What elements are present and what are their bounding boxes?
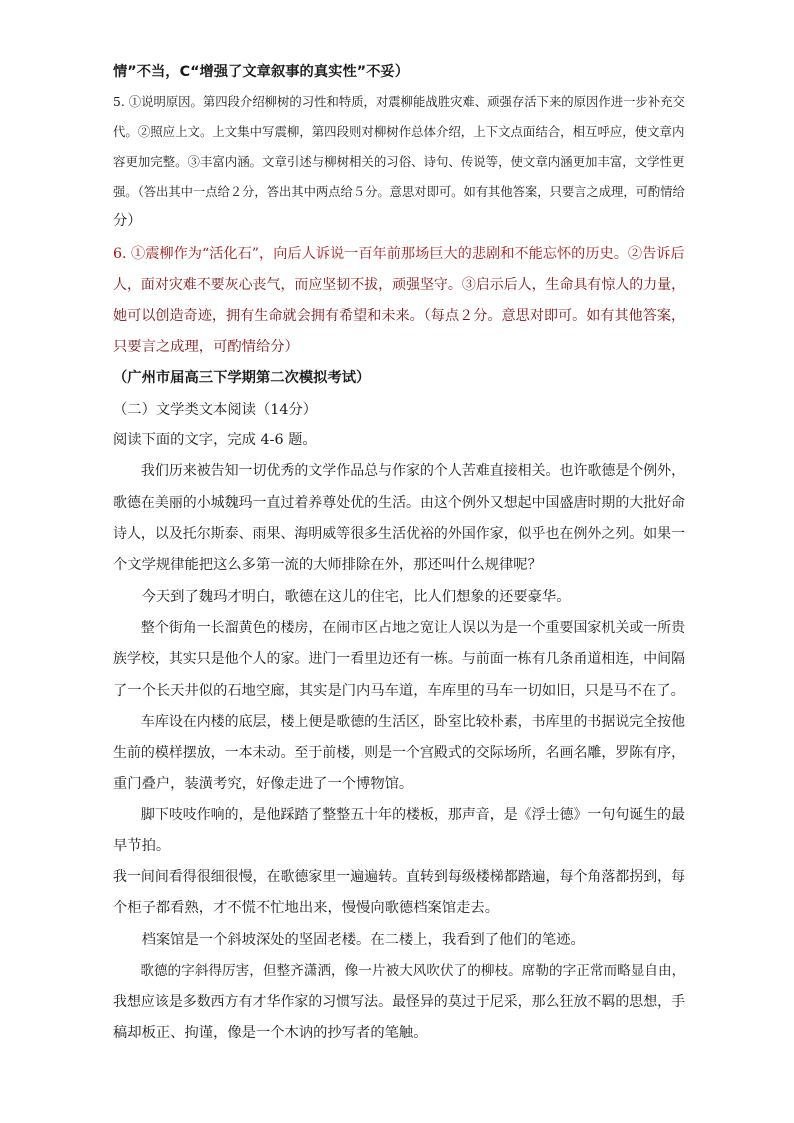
passage-line-15: 个柜子都看熟，才不慌不忙地出来，慢慢向歌德档案馆走去。 xyxy=(113,900,500,916)
passage-line-12: 脚下吱吱作响的，是他踩踏了整整五十年的楼板，那声音，是《浮士德》一句句诞生的最 xyxy=(113,807,686,823)
q5-answer-line-5: 分） xyxy=(113,213,142,229)
passage-line-14: 我一间间看得很细很慢，在歌德家里一遍遍转。直转到每级楼梯都踏遍，每个角落都拐到，每 xyxy=(113,869,686,885)
passage-line-11: 重门叠户，装潢考究，好像走进了一个博物馆。 xyxy=(113,776,414,792)
q5-answer-line-1: 5. ①说明原因。第四段介绍柳树的习性和特质，对震柳能战胜灾难、顽强存活下来的原因作进一步补充交 xyxy=(113,95,685,109)
q5-answer-line-4: 强。（答出其中一点给２分，答出其中两点给５分。意思对即可。如有其他答案，只要言之成理，可酌情给 xyxy=(113,185,685,199)
q5-answer-line-3: 容更加完整。③丰富内涵。文章引述与柳树相关的习俗、诗句、传说等，使文章内涵更加丰富，文学性更 xyxy=(113,154,685,169)
q6-answer-line-1: 6. ①震柳作为“活化石”，向后人诉说一百年前那场巨大的悲剧和不能忘怀的历史。②告诉后 xyxy=(113,246,685,262)
exam-source: （广州市届高三下学期第二次模拟考试） xyxy=(113,370,371,386)
passage-line-7: 族学校，其实只是他个人的家。进门一看里边还有一栋。与前面一栋有几条甬道相连，中间隔 xyxy=(113,651,686,667)
passage-line-3: 诗人，以及托尔斯泰、雨果、海明威等很多生活优裕的外国作家，似乎也在例外之列。如果一 xyxy=(113,526,686,542)
section-title: （二）文学类文本阅读（14分） xyxy=(113,402,318,418)
passage-line-8: 了一个长天井似的石地空廊，其实是门内马车道，车库里的马车一切如旧，只是马不在了。 xyxy=(113,683,685,699)
passage-line-19: 稿却板正、拘谨，像是一个木讷的抄写者的笔触。 xyxy=(113,1025,428,1041)
passage-line-10: 生前的模样摆放，一本未动。至于前楼，则是一个宫殿式的交际场所，名画名雕，罗陈有序， xyxy=(113,745,686,761)
passage-line-6: 整个街角一长溜黄色的楼房，在闹市区占地之宽让人误以为是一个重要国家机关或一所贵 xyxy=(113,620,686,636)
section-instruction: 阅读下面的文字，完成 4-6 题。 xyxy=(113,432,317,448)
passage-line-17: 歌德的字斜得厉害，但整齐潇洒，像一片被大风吹伏了的柳枝。席勒的字正常而略显自由， xyxy=(113,963,686,979)
passage-line-4: 个文学规律能把这么多第一流的大师排除在外，那还叫什么规律呢？ xyxy=(113,557,542,573)
passage-line-13: 早节拍。 xyxy=(113,838,171,854)
passage-line-1: 我们历来被告知一切优秀的文学作品总与作家的个人苦难直接相关。也许歌德是个例外， xyxy=(113,463,686,479)
q6-answer-line-3: 她可以创造奇迹，拥有生命就会拥有希望和未来。（每点２分。意思对即可。如有其他答案， xyxy=(113,308,686,324)
passage-line-9: 车库设在内楼的底层，楼上便是歌德的生活区，卧室比较朴素，书库里的书据说完全按他 xyxy=(113,714,686,730)
q4-answer-tail: 情”不当，C“增强了文章叙事的真实性”不妥） xyxy=(113,64,410,80)
passage-line-2: 歌德在美丽的小城魏玛一直过着养尊处优的生活。由这个例外又想起中国盛唐时期的大批好命 xyxy=(113,495,686,511)
q6-answer-line-4: 只要言之成理，可酌情给分） xyxy=(113,339,299,355)
passage-line-16: 档案馆是一个斜坡深处的坚固老楼。在二楼上，我看到了他们的笔迹。 xyxy=(113,932,585,948)
passage-line-18: 我想应该是多数西方有才华作家的习惯写法。最怪异的莫过于尼采，那么狂放不羁的思想，手 xyxy=(113,994,686,1010)
passage-line-5: 今天到了魏玛才明白，歌德在这儿的住宅，比人们想象的还要豪华。 xyxy=(113,589,571,605)
q6-answer-line-2: 人，面对灾难不要灰心丧气，而应坚韧不拔，顽强坚守。③启示后人，生命具有惊人的力量， xyxy=(113,277,686,293)
q5-answer-line-2: 代。②照应上文。上文集中写震柳，第四段则对柳树作总体介绍，上下文点面结合，相互呼应，使文章内 xyxy=(113,124,685,139)
